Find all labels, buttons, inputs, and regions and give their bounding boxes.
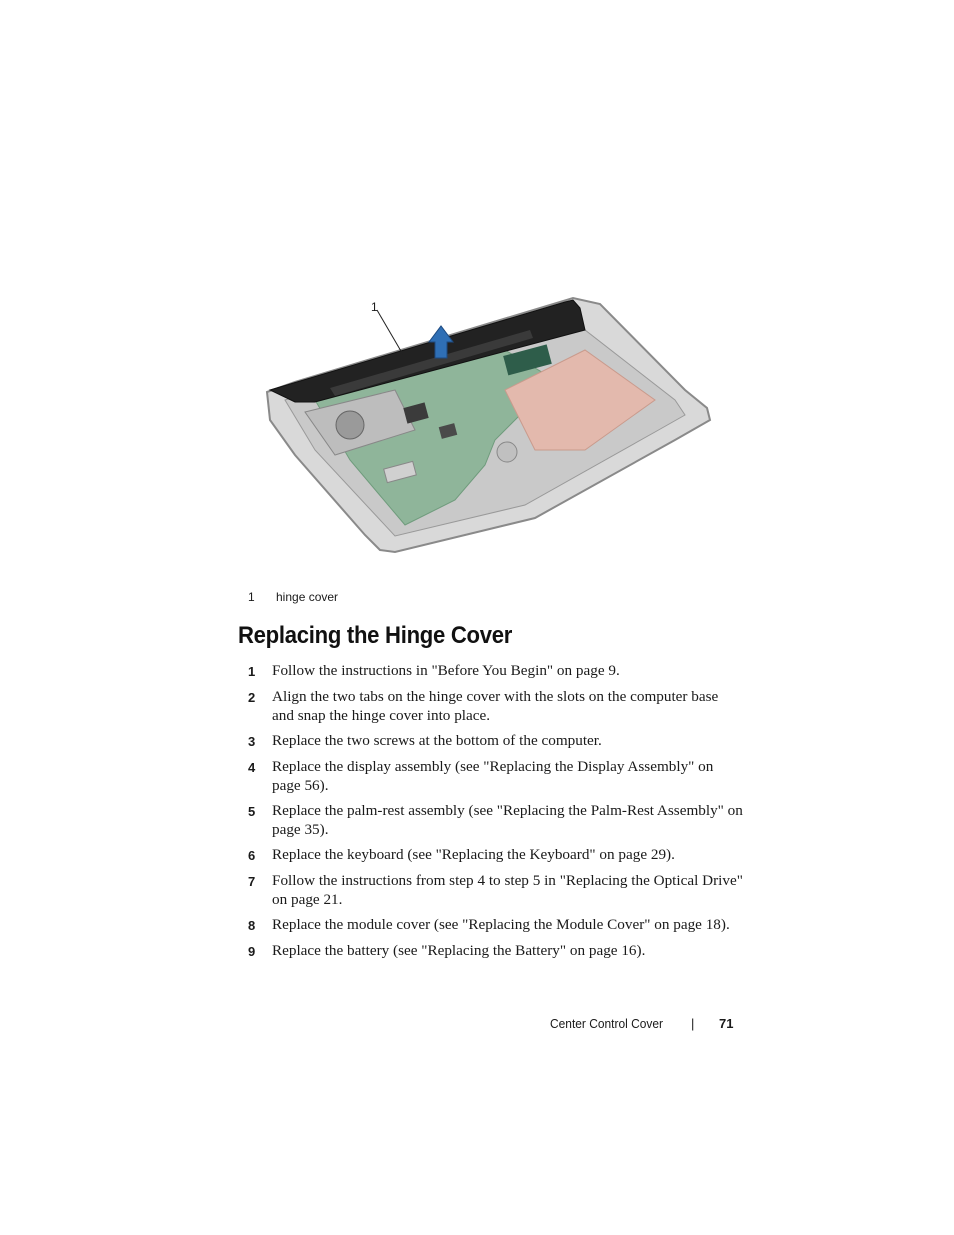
step-number: 3	[248, 734, 256, 749]
hinge-cover-illustration	[255, 290, 725, 565]
step-item	[248, 687, 743, 725]
step-number: 9	[248, 944, 256, 959]
step-number: 4	[248, 760, 256, 775]
step-number: 6	[248, 848, 256, 863]
step-number: 7	[248, 874, 256, 889]
step-item	[248, 871, 743, 909]
step-item	[248, 661, 743, 681]
footer-separator: |	[691, 1016, 695, 1031]
step-text: Follow the instructions in "Before You Begin" on page 9.	[272, 662, 620, 679]
figure-callout-number: 1	[371, 300, 378, 314]
figure-legend	[248, 590, 338, 604]
step-item	[248, 757, 743, 795]
step-text: Replace the two screws at the bottom of the computer.	[272, 732, 602, 749]
footer-section-name: Center Control Cover	[550, 1016, 664, 1031]
step-text: Follow the instructions from step 4 to step 5 in "Replacing the Optical Drive" on page 21.	[272, 872, 743, 908]
step-text: Replace the module cover (see "Replacing the Module Cover" on page 18).	[272, 916, 730, 933]
section-heading: Replacing the Hinge Cover	[238, 622, 513, 649]
step-item	[248, 915, 743, 935]
step-text: Replace the battery (see "Replacing the Battery" on page 16).	[272, 942, 646, 959]
step-number: 2	[248, 690, 256, 705]
step-text: Replace the display assembly (see "Replacing the Display Assembly" on page 56).	[272, 758, 714, 794]
legend-label: hinge cover	[276, 590, 339, 604]
step-number: 5	[248, 804, 256, 819]
step-item	[248, 845, 743, 865]
step-item	[248, 801, 743, 839]
step-item	[248, 731, 743, 751]
step-text: Replace the keyboard (see "Replacing the Keyboard" on page 29).	[272, 846, 675, 863]
step-text: Replace the palm-rest assembly (see "Replacing the Palm-Rest Assembly" on page 35).	[272, 802, 743, 838]
step-number: 8	[248, 918, 256, 933]
page-number: 71	[719, 1016, 734, 1031]
step-number: 1	[248, 664, 256, 679]
step-item	[248, 941, 743, 961]
procedure-steps	[248, 661, 743, 967]
legend-number: 1	[248, 590, 255, 604]
step-text: Align the two tabs on the hinge cover with the slots on the computer base and snap the hinge cover into place.	[272, 688, 719, 724]
